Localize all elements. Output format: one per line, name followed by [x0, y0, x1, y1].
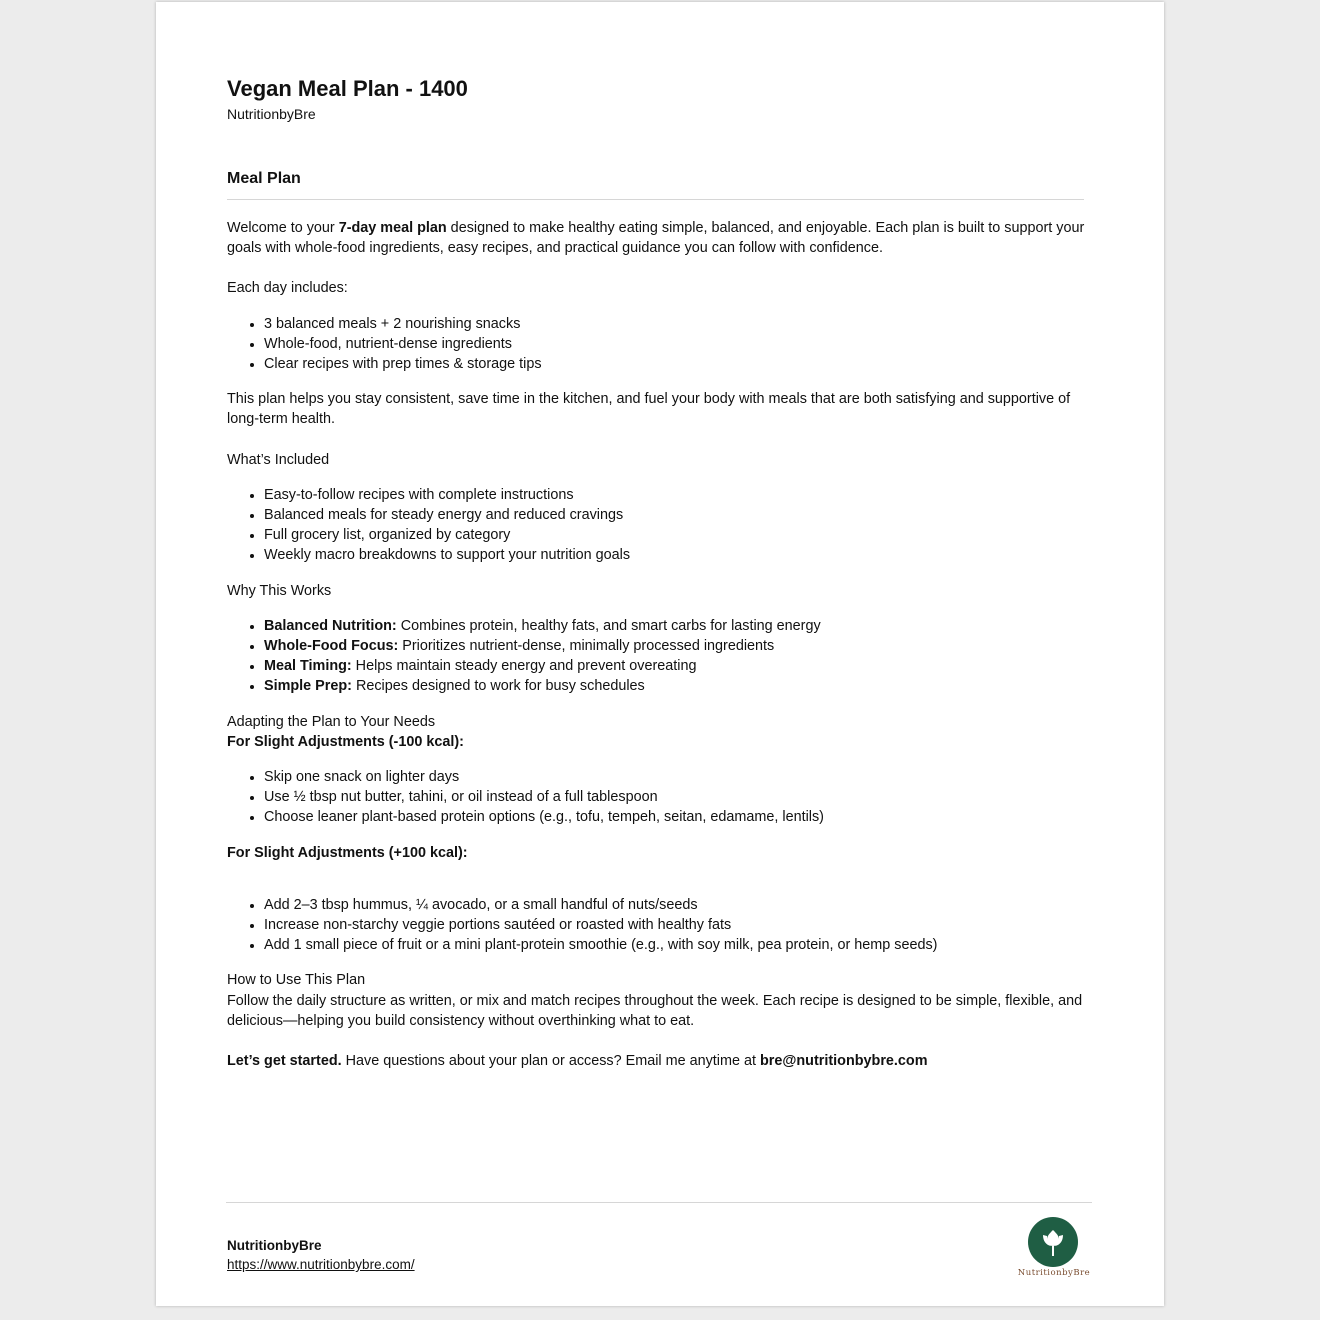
closing-paragraph: Let’s get started. Have questions about your plan or access? Email me anytime at bre@nutritionbybre.com	[227, 1053, 928, 1070]
list-item: • Clear recipes with prep times & storage tips	[264, 354, 1087, 374]
adapting-label: Adapting the Plan to Your Needs	[227, 713, 436, 730]
consistency-paragraph: This plan helps you stay consistent, save time in the kitchen, and fuel your body with meals that are both satisfying and supportive of long-term health.	[227, 391, 1071, 428]
list-item: • Add 2–3 tbsp hummus, ¼ avocado, or a small handful of nuts/seeds	[264, 895, 1087, 915]
how-to-use-paragraph: Follow the daily structure as written, or mix and match recipes throughout the week. Each recipe is designed to be simple, flexible, and delicious—helping you build consistency without overthinking what to eat.	[227, 992, 1083, 1029]
each-day-list	[227, 314, 1087, 375]
tulip-icon	[1038, 1226, 1068, 1258]
brand-logo	[1004, 1214, 1104, 1280]
list-item: • Use ½ tbsp nut butter, tahini, or oil instead of a full tablespoon	[264, 787, 1087, 807]
list-item: • Full grocery list, organized by category	[264, 525, 1087, 545]
list-item: • Simple Prep: Recipes designed to work for busy schedules	[264, 676, 1087, 696]
document-title: Vegan Meal Plan - 1400	[227, 76, 468, 101]
list-item: • 3 balanced meals + 2 nourishing snacks	[264, 314, 1087, 334]
footer-divider	[226, 1202, 1092, 1203]
footer-website-link[interactable]: https://www.nutritionbybre.com/	[227, 1257, 415, 1272]
list-item: • Balanced meals for steady energy and reduced cravings	[264, 505, 1087, 525]
intro-paragraph: Welcome to your 7-day meal plan designed to make healthy eating simple, balanced, and enjoyable. Each plan is built to support your goals with whole-food ingredients, easy recipes, and practical guidance you can follow with confidence.	[227, 220, 1085, 257]
document-page	[156, 2, 1164, 1306]
contact-email[interactable]: bre@nutritionbybre.com	[759, 1053, 928, 1070]
list-item: • Whole-Food Focus: Prioritizes nutrient-dense, minimally processed ingredients	[264, 636, 1087, 656]
how-to-use-label: How to Use This Plan	[227, 972, 366, 989]
list-item: • Choose leaner plant-based protein options (e.g., tofu, tempeh, seitan, edamame, lentils)	[264, 807, 1087, 827]
minus-adjust-list	[227, 767, 1087, 828]
footer-brand: NutritionbyBre	[227, 1238, 322, 1253]
list-item: • Skip one snack on lighter days	[264, 767, 1087, 787]
why-works-label: Why This Works	[227, 582, 332, 599]
list-item: • Weekly macro breakdowns to support your nutrition goals	[264, 545, 1087, 565]
whats-included-label: What’s Included	[227, 451, 330, 468]
each-day-label: Each day includes:	[227, 280, 348, 297]
list-item: • Whole-food, nutrient-dense ingredients	[264, 334, 1087, 354]
intro-emphasis: 7-day meal plan	[338, 220, 447, 236]
list-item: • Increase non-starchy veggie portions sautéed or roasted with healthy fats	[264, 915, 1087, 935]
why-works-list	[227, 616, 1087, 697]
section-heading: Meal Plan	[227, 170, 1084, 200]
document-body	[227, 218, 1087, 1071]
list-item: • Add 1 small piece of fruit or a mini plant-protein smoothie (e.g., with soy milk, pea protein, or hemp seeds)	[264, 935, 1087, 955]
whats-included-list	[227, 485, 1087, 566]
plus-adjust-heading: For Slight Adjustments (+100 kcal):	[227, 844, 468, 861]
logo-wordmark: NutritionbyBre	[1017, 1268, 1091, 1278]
list-item: • Meal Timing: Helps maintain steady energy and prevent overeating	[264, 656, 1087, 676]
plus-adjust-list	[227, 895, 1087, 956]
list-item: • Easy-to-follow recipes with complete instructions	[264, 485, 1087, 505]
logo-circle	[1028, 1217, 1078, 1267]
list-item: • Balanced Nutrition: Combines protein, healthy fats, and smart carbs for lasting energy	[264, 616, 1087, 636]
document-author: NutritionbyBre	[227, 106, 316, 122]
minus-adjust-heading: For Slight Adjustments (-100 kcal):	[227, 733, 464, 750]
